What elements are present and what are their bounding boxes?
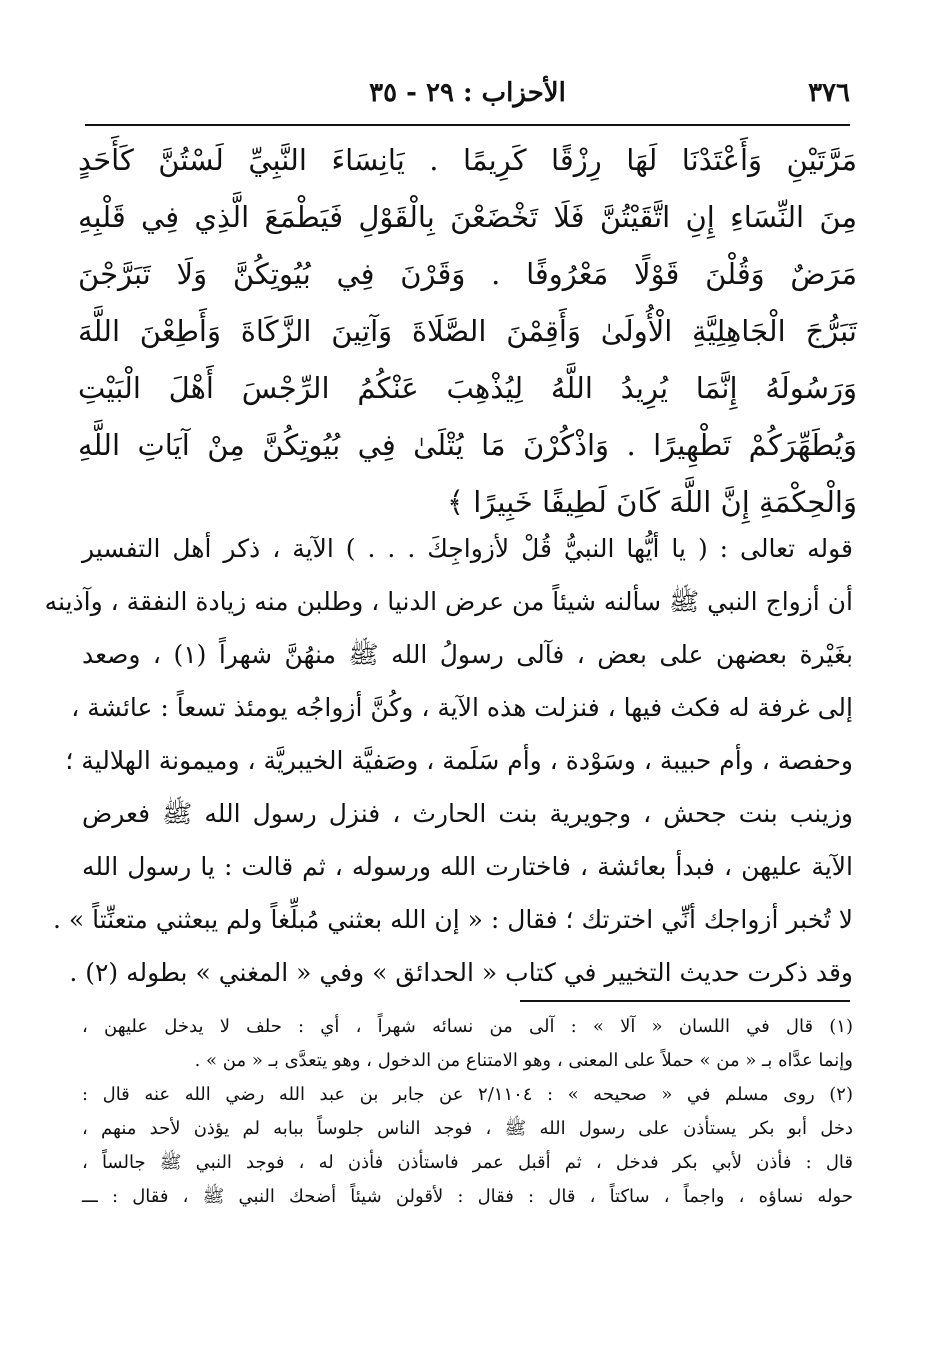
commentary-line: وحفصة ، وأم حبيبة ، وسَوْدة ، وأم سَلَمة ، وصَفيَّة الخيبريَّة ، وميمونة الهلالية ؛ bbox=[65, 746, 853, 775]
commentary-line: وزينب بنت جحش ، وجويرية بنت الحارث ، فنزل رسول الله ﷺ فعرض bbox=[82, 799, 853, 828]
footnote-line: وإنما عدَّاه بـ « من » حملاً على المعنى ، وهو الامتناع من الدخول ، وهو يتعدَّى بـ « من » . bbox=[194, 1050, 853, 1071]
quran-line: وَالْحِكْمَةِ إِنَّ اللَّهَ كَانَ لَطِيفًا خَبِيرًا ﴾ bbox=[447, 485, 857, 519]
page-header bbox=[85, 78, 850, 118]
running-title: الأحزاب : ٢٩ - ٣٥ bbox=[369, 78, 566, 108]
commentary-line: بغَيْرة بعضهن على بعض ، فآلى رسولُ الله ﷺ منهُنَّ شهراً (١) ، وصعد bbox=[82, 640, 853, 669]
quran-line: تَبَرُّجَ الْجَاهِلِيَّةِ الْأُولَىٰ وَأَقِمْنَ الصَّلَاةَ وَآتِينَ الزَّكَاةَ وَأَطِعْنَ اللَّهَ bbox=[78, 314, 857, 348]
commentary-line: قوله تعالى : ( يا أيُّها النبيُّ قُلْ لأزواجِكَ . . . ) الآية ، ذكر أهل التفسير bbox=[82, 534, 853, 563]
commentary-text-block bbox=[44, 522, 853, 999]
footnote-line: (١) قال في اللسان « آلا » : آلى من نسائه شهراً ، أي : حلف لا يدخل عليهن ، bbox=[82, 1016, 853, 1037]
commentary-line: لا تُخبر أزواجك أنِّي اخترتك ؛ فقال : « إن الله بعثني مُبلِّغاً ولم يبعثني متعنِّتاً » . bbox=[52, 905, 853, 934]
header-rule bbox=[85, 124, 850, 126]
quran-line: وَرَسُولَهُ إِنَّمَا يُرِيدُ اللَّهُ لِيُذْهِبَ عَنْكُمُ الرِّجْسَ أَهْلَ الْبَيْتِ bbox=[78, 371, 857, 405]
commentary-line: الآية عليهن ، فبدأ بعائشة ، فاختارت الله ورسوله ، ثم قالت : يا رسول الله bbox=[82, 852, 853, 881]
quran-line: وَيُطَهِّرَكُمْ تَطْهِيرًا . وَاذْكُرْنَ مَا يُتْلَىٰ فِي بُيُوتِكُنَّ مِنْ آيَاتِ اللَّهِ bbox=[78, 428, 857, 462]
quran-line: مَرَضٌ وَقُلْنَ قَوْلًا مَعْرُوفًا . وَقَرْنَ فِي بُيُوتِكُنَّ وَلَا تَبَرَّجْنَ bbox=[78, 257, 857, 291]
footnote-line: قال : فأذن لأبي بكر فدخل ، ثم أقبل عمر فاستأذن فأذن له ، فوجد النبي ﷺ جالساً ، bbox=[82, 1152, 853, 1173]
commentary-line: وقد ذكرت حديث التخيير في كتاب « الحدائق » وفي « المغني » بطوله (٢) . bbox=[69, 958, 853, 987]
commentary-line: أن أزواج النبي ﷺ سألنه شيئاً من عرض الدنيا ، وطلبن منه زيادة النفقة ، وآذينه bbox=[44, 587, 853, 616]
commentary-line: إلى غرفة له فكث فيها ، فنزلت هذه الآية ، وكُنَّ أزواجُه يومئذ تسعاً : عائشة ، bbox=[71, 693, 853, 722]
footnote-rule bbox=[520, 1000, 850, 1002]
footnotes-block bbox=[82, 1010, 853, 1214]
footnote-line: (٢) روى مسلم في « صحيحه » : ٢/١١٠٤ عن جابر بن عبد الله رضي الله عنه قال : bbox=[82, 1084, 853, 1105]
footnote-line: حوله نساؤه ، واجماً ، ساكتاً ، قال : فقال : لأقولن شيئاً أضحك النبي ﷺ ، فقال : ـــ bbox=[82, 1186, 853, 1207]
quran-text-block bbox=[78, 132, 857, 531]
quran-line: مَرَّتَيْنِ وَأَعْتَدْنَا لَهَا رِزْقًا كَرِيمًا . يَانِسَاءَ النَّبِيِّ لَسْتُنَّ كَأَحَدٍ bbox=[78, 143, 857, 177]
quran-line: مِنَ النِّسَاءِ إِنِ اتَّقَيْتُنَّ فَلَا تَخْضَعْنَ بِالْقَوْلِ فَيَطْمَعَ الَّذِي فِي قَلْبِهِ bbox=[78, 200, 857, 234]
footnote-line: دخل أبو بكر يستأذن على رسول الله ﷺ ، فوجد الناس جلوساً ببابه لم يؤذن لأحد منهم ، bbox=[82, 1118, 853, 1139]
page-number: ٣٧٦ bbox=[808, 78, 850, 108]
